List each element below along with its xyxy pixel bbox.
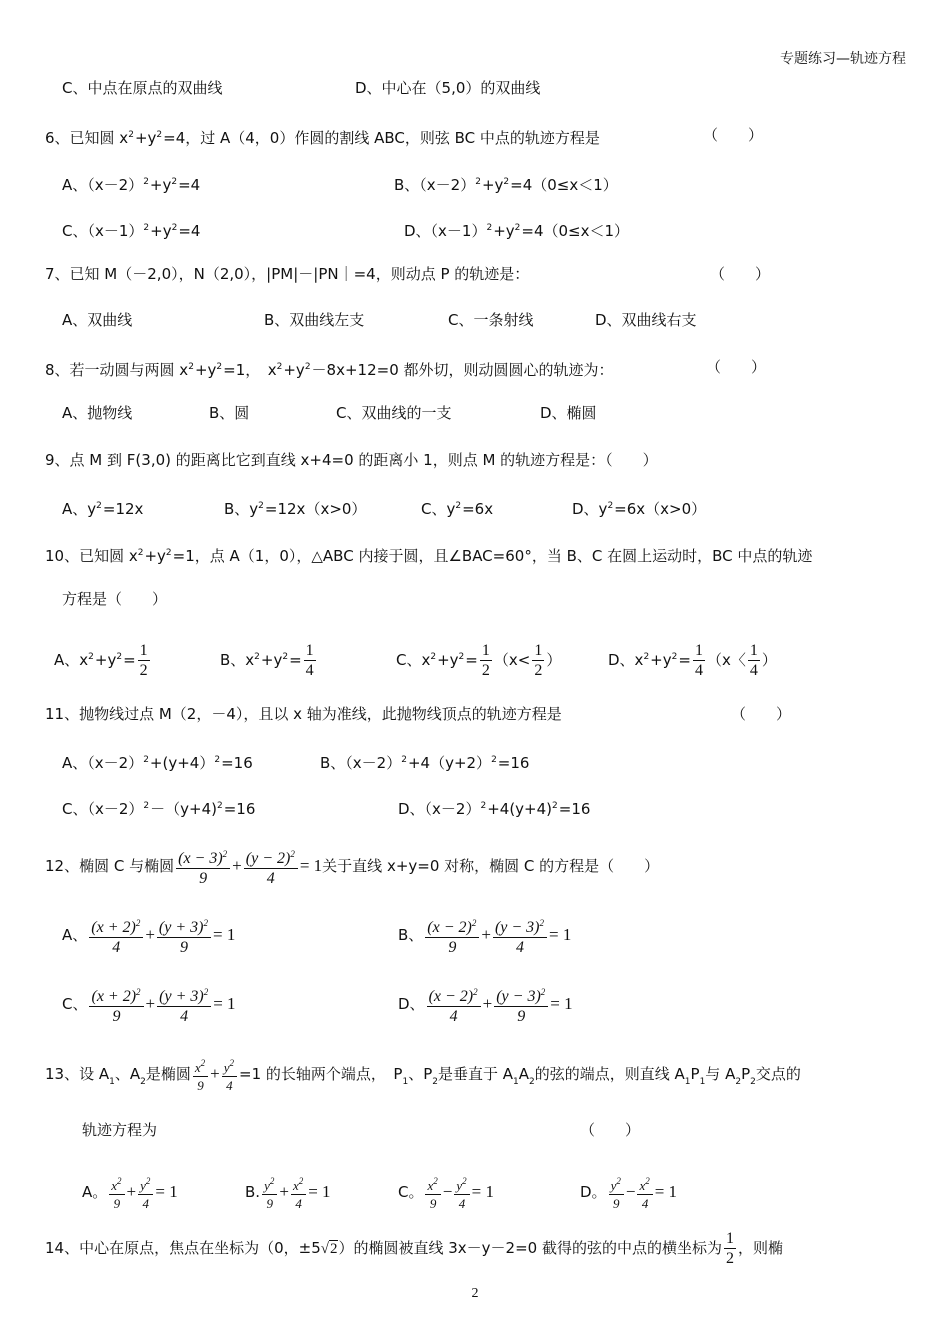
q10-stem-line2: 方程是（ ） xyxy=(62,590,168,608)
fraction: $\frac{1}{4}$ xyxy=(749,641,758,679)
q8-option-a: A、抛物线 xyxy=(62,404,133,422)
q6-option-a: A、$(x-2)^2+y^2=4$ xyxy=(62,176,201,194)
fraction: $\frac{y^2}{4}$ xyxy=(138,1174,153,1211)
sqrt-symbol: √2 xyxy=(320,1241,338,1257)
q9-option-a: A、$y^2=12x$ xyxy=(62,500,144,518)
page-header: 专题练习—轨迹方程 xyxy=(780,51,906,67)
q6-answer-paren: （ ） xyxy=(703,126,764,144)
q12-option-d: D、 $\frac{(x - 2)^2}{4}$ + $\frac{(y - 3)^2}{9}$ = 1 xyxy=(398,982,573,1026)
q8-answer-paren: （ ） xyxy=(706,358,767,376)
q9-stem: 9、点 M 到 F(3,0) 的距离比它到直线 x+4=0 的距离小 1，则点 M 的轨迹方程是：（ ） xyxy=(45,451,658,469)
fraction: $\frac{(y - 3)^2}{4}$ xyxy=(493,915,547,957)
q11-answer-paren: （ ） xyxy=(731,705,792,723)
fraction: $\frac{(y - 3)^2}{9}$ xyxy=(494,984,548,1026)
q7-option-a: A、双曲线 xyxy=(62,311,133,329)
q9-option-c: C、$y^2=6x$ xyxy=(421,500,494,518)
q6-option-d: D、$(x-1)^2+y^2=4(0\le x<1)$ xyxy=(404,222,630,240)
q11-option-b: B、$(x-2)^2+4(y+2)^2=16$ xyxy=(320,754,530,772)
q13-stem-line2: 轨迹方程为 xyxy=(82,1121,158,1139)
fraction: $\frac{y^2}{4}$ xyxy=(222,1056,237,1093)
fraction: $\frac{1}{4}$ xyxy=(694,641,703,679)
fraction: $\frac{y^2}{9}$ xyxy=(262,1174,277,1211)
fraction: $\frac{(y - 2)^2}{4}$ xyxy=(244,846,298,888)
q7-option-c: C、一条射线 xyxy=(448,311,534,329)
q11-option-d: D、$(x-2)^2+4(y+4)^2=16$ xyxy=(398,800,591,818)
fraction: $\frac{(x + 2)^2}{9}$ xyxy=(89,984,143,1026)
q10-option-c: C、$x^2+y^2=$ $\frac{1}{2}$ （x< $\frac{1}{2}$ ） xyxy=(396,641,562,679)
q8-option-d: D、椭圆 xyxy=(540,404,597,422)
q7-option-d: D、双曲线右支 xyxy=(595,311,697,329)
q13-option-d: D。 $\frac{y^2}{9}$ − $\frac{x^2}{4}$ = 1 xyxy=(580,1176,678,1211)
q8-option-b: B、圆 xyxy=(209,404,250,422)
q5-option-c: C、中点在原点的双曲线 xyxy=(62,79,223,97)
q9-option-b: B、$y^2=12x(x>0)$ xyxy=(224,500,367,518)
q13-option-c: C。 $\frac{x^2}{9}$ − $\frac{y^2}{4}$ = 1 xyxy=(398,1176,494,1211)
q6-stem: 6、已知圆 $x^2+y^2=4$，过 A（4，0）作圆的割线 ABC，则弦 BC 中点的轨迹方程是 xyxy=(45,129,600,147)
q11-stem: 11、抛物线过点 M（2，－4），且以 x 轴为准线，此抛物线顶点的轨迹方程是 xyxy=(45,705,562,723)
q12-option-b: B、 $\frac{(x - 2)^2}{9}$ + $\frac{(y - 3)^2}{4}$ = 1 xyxy=(398,913,571,957)
q10-option-b: B、$x^2+y^2=$ $\frac{1}{4}$ xyxy=(220,641,314,679)
fraction: $\frac{x^2}{4}$ xyxy=(637,1174,652,1211)
q12-option-c: C、 $\frac{(x + 2)^2}{9}$ + $\frac{(y + 3)^2}{4}$ = 1 xyxy=(62,982,236,1026)
q10-option-a: A、$x^2+y^2=$ $\frac{1}{2}$ xyxy=(54,641,148,679)
fraction: $\frac{(y + 3)^2}{4}$ xyxy=(157,984,211,1026)
q13-stem: 13、设 $A_1$、$A_2$是椭圆 $\frac{x^2}{9}$ + $\frac{y^2}{4}$ =1 的长轴两个端点， $P_1$、$P_2$是垂直于 $A_1A_2$的弦的端点，则直线 $A_1P_1$与 $A_2P_2$交点的 xyxy=(45,1058,801,1093)
fraction: $\frac{y^2}{4}$ xyxy=(454,1174,469,1211)
q10-stem: 10、已知圆 $x^2+y^2=1$，点 A（1，0），△ABC 内接于圆，且∠BAC=60°，当 B、C 在圆上运动时，BC 中点的轨迹 xyxy=(45,547,813,565)
q14-stem: 14、中心在原点，焦点在坐标为（0，±5√2）的椭圆被直线 3x－y－2=0 截得的弦的中点的横坐标为 $\frac{1}{2}$ ，则椭 xyxy=(45,1229,783,1267)
q13-answer-paren: （ ） xyxy=(580,1121,641,1139)
q6-option-c: C、$(x-1)^2+y^2=4$ xyxy=(62,222,201,240)
page-number: 2 xyxy=(471,1286,479,1301)
fraction: $\frac{x^2}{9}$ xyxy=(193,1056,208,1093)
q7-answer-paren: （ ） xyxy=(710,265,771,283)
q13-option-a: A。 $\frac{x^2}{9}$ + $\frac{y^2}{4}$ = 1 xyxy=(82,1176,178,1211)
fraction: $\frac{1}{2}$ xyxy=(481,641,490,679)
fraction: $\frac{x^2}{9}$ xyxy=(109,1174,124,1211)
fraction: $\frac{x^2}{9}$ xyxy=(425,1174,440,1211)
q8-stem: 8、若一动圆与两圆 $x^2+y^2=1$， $x^2+y^2-8x+12=0$ 都外切，则动圆圆心的轨迹为： xyxy=(45,361,614,379)
q6-option-b: B、$(x-2)^2+y^2=4(0\le x<1)$ xyxy=(394,176,618,194)
q9-option-d: D、$y^2=6x(x>0)$ xyxy=(572,500,707,518)
q5-option-d: D、中心在（5,0）的双曲线 xyxy=(355,79,541,97)
fraction: $\frac{(x + 2)^2}{4}$ xyxy=(89,915,143,957)
fraction: $\frac{1}{2}$ xyxy=(534,641,543,679)
q8-option-c: C、双曲线的一支 xyxy=(336,404,452,422)
fraction: $\frac{x^2}{4}$ xyxy=(291,1174,306,1211)
q11-option-c: C、$(x-2)^2-(y+4)^2=16$ xyxy=(62,800,256,818)
q10-option-d: D、$x^2+y^2=$ $\frac{1}{4}$ （x〈 $\frac{1}{4}$ ） xyxy=(608,641,777,679)
q7-option-b: B、双曲线左支 xyxy=(264,311,365,329)
fraction: $\frac{1}{2}$ xyxy=(725,1229,734,1267)
fraction: $\frac{(x - 2)^2}{9}$ xyxy=(425,915,479,957)
q11-option-a: A、$(x-2)^2+(y+4)^2=16$ xyxy=(62,754,253,772)
q7-stem: 7、已知 M（－2,0），N（2,0），|PM|－|PN｜=4，则动点 P 的轨迹是： xyxy=(45,265,530,283)
fraction: $\frac{y^2}{9}$ xyxy=(609,1174,624,1211)
fraction: $\frac{(x - 2)^2}{4}$ xyxy=(427,984,481,1026)
fraction: $\frac{1}{4}$ xyxy=(305,641,314,679)
q13-option-b: B. $\frac{y^2}{9}$ + $\frac{x^2}{4}$ = 1 xyxy=(245,1176,331,1211)
fraction: $\frac{(x - 3)^2}{9}$ xyxy=(176,846,230,888)
fraction: $\frac{(y + 3)^2}{9}$ xyxy=(157,915,211,957)
q12-stem: 12、椭圆 C 与椭圆 $\frac{(x - 3)^2}{9}$ + $\frac{(y - 2)^2}{4}$ = 1关于直线 x+y=0 对称，椭圆 C 的方程是（ ） xyxy=(45,844,659,888)
q12-option-a: A、 $\frac{(x + 2)^2}{4}$ + $\frac{(y + 3)^2}{9}$ = 1 xyxy=(62,913,235,957)
fraction: $\frac{1}{2}$ xyxy=(139,641,148,679)
